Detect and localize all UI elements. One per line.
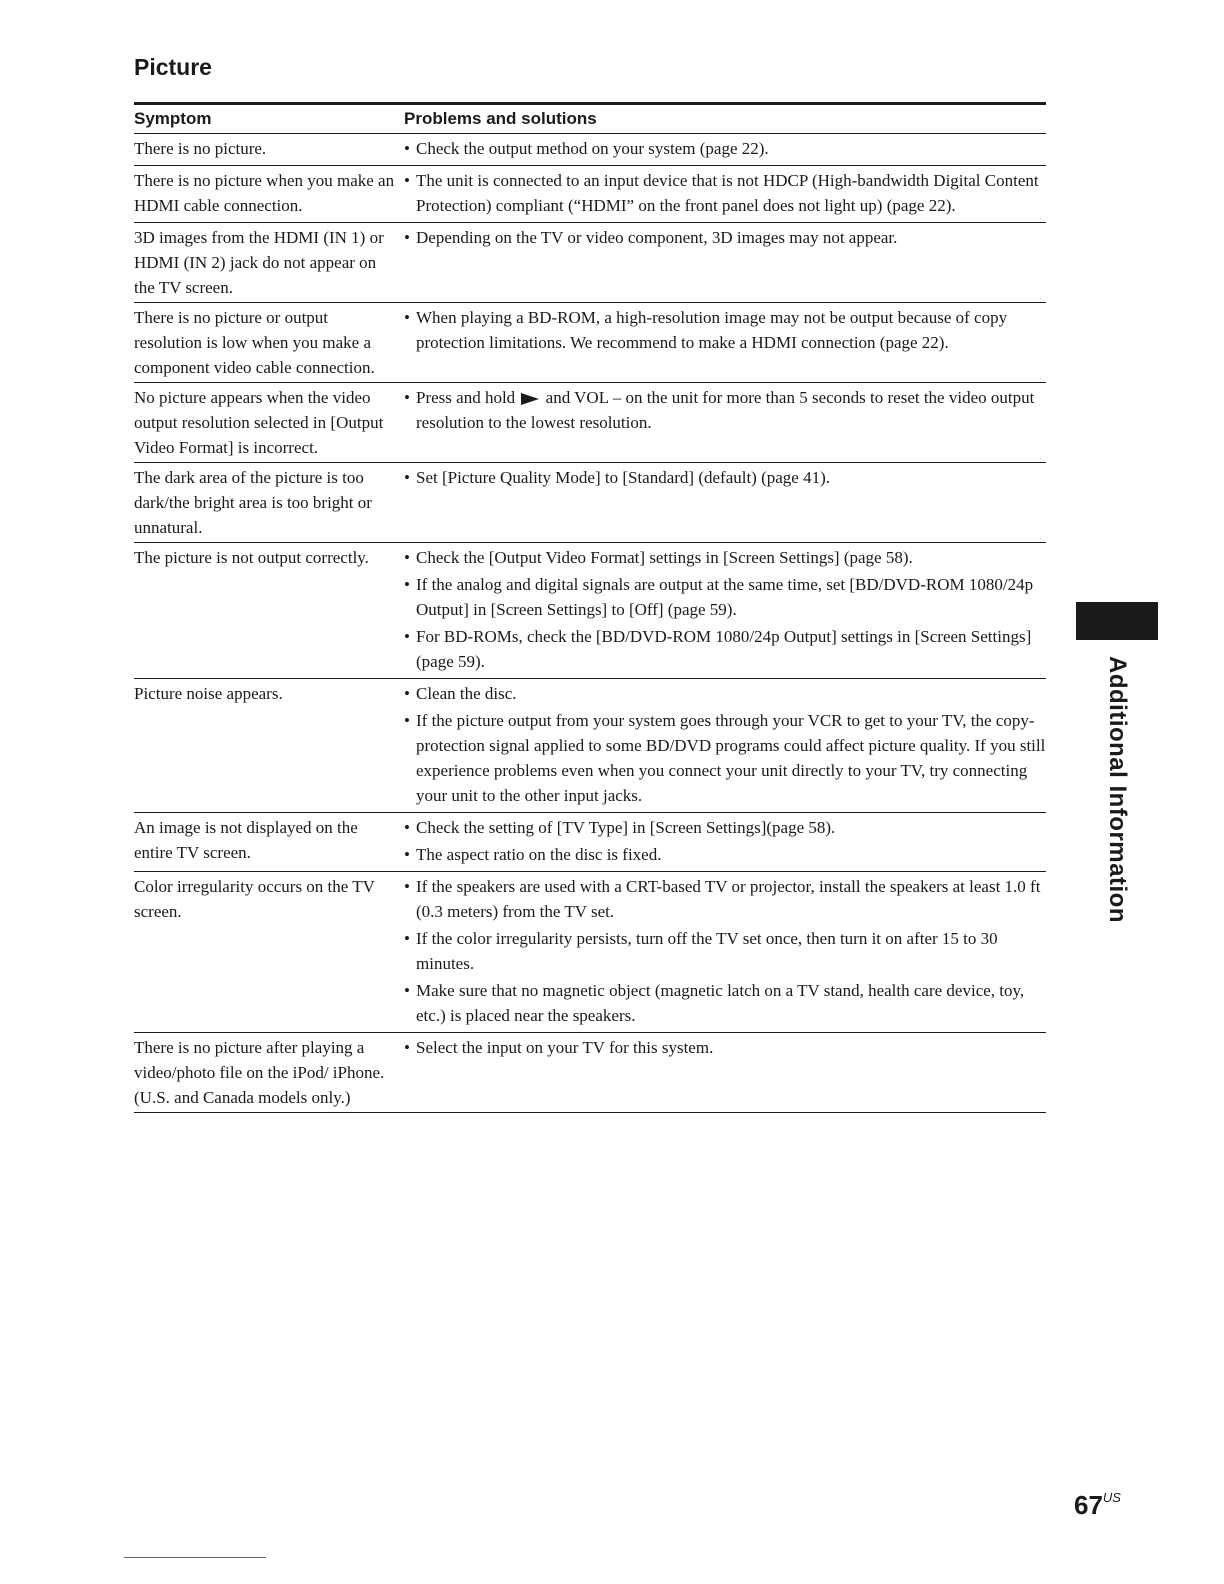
symptom-cell: There is no picture when you make an HDMI cable connection. bbox=[134, 171, 395, 215]
troubleshooting-table bbox=[134, 102, 1046, 1113]
symptom-cell: The dark area of the picture is too dark/the bright area is too bright or unnatural. bbox=[134, 468, 372, 537]
solution-item: • Clean the disc. bbox=[404, 681, 1046, 706]
table-row bbox=[134, 1033, 1046, 1113]
table-row bbox=[134, 813, 1046, 872]
table-header bbox=[134, 105, 1046, 134]
symptom-cell: An image is not displayed on the entire TV screen. bbox=[134, 818, 358, 862]
solution-item: • For BD-ROMs, check the [BD/DVD-ROM 1080/24p Output] settings in [Screen Settings] (page 59). bbox=[404, 624, 1046, 674]
solution-item: • Depending on the TV or video component, 3D images may not appear. bbox=[404, 225, 1046, 250]
page-number-suffix: US bbox=[1102, 1490, 1121, 1505]
solutions-cell bbox=[404, 305, 1046, 380]
solutions-cell bbox=[404, 168, 1046, 220]
solution-item: • If the color irregularity persists, turn off the TV set once, then turn it on after 15 to 30 minutes. bbox=[404, 926, 1046, 976]
solution-item: • The unit is connected to an input device that is not HDCP (High-bandwidth Digital Content Protection) compliant (“HDMI” on the front panel does not light up) (page 22). bbox=[404, 168, 1046, 218]
solution-item: • Make sure that no magnetic object (magnetic latch on a TV stand, health care device, toy, etc.) is placed near the speakers. bbox=[404, 978, 1046, 1028]
symptom-cell: No picture appears when the video output resolution selected in [Output Video Format] is incorrect. bbox=[134, 388, 384, 457]
solution-item: • The aspect ratio on the disc is fixed. bbox=[404, 842, 1046, 867]
table-row bbox=[134, 223, 1046, 303]
header-symptom: Symptom bbox=[134, 109, 212, 128]
solutions-cell bbox=[404, 681, 1046, 810]
play-icon bbox=[521, 393, 539, 405]
table-row bbox=[134, 134, 1046, 166]
table-row bbox=[134, 872, 1046, 1033]
symptom-cell: The picture is not output correctly. bbox=[134, 548, 369, 567]
footer-rule bbox=[124, 1557, 266, 1558]
solution-item: • Check the output method on your system (page 22). bbox=[404, 136, 1046, 161]
section-tab-marker bbox=[1076, 602, 1158, 640]
symptom-cell: There is no picture after playing a video/photo file on the iPod/ iPhone. (U.S. and Canada models only.) bbox=[134, 1038, 385, 1107]
header-solutions: Problems and solutions bbox=[404, 109, 597, 128]
symptom-cell: 3D images from the HDMI (IN 1) or HDMI (IN 2) jack do not appear on the TV screen. bbox=[134, 228, 384, 297]
solutions-cell bbox=[404, 815, 1046, 869]
solutions-cell bbox=[404, 1035, 1046, 1110]
solution-item: • Check the [Output Video Format] settings in [Screen Settings] (page 58). bbox=[404, 545, 1046, 570]
table-row bbox=[134, 679, 1046, 813]
page-number bbox=[1074, 1490, 1121, 1521]
solution-item: • When playing a BD-ROM, a high-resolution image may not be output because of copy protection limitations. We recommend to make a HDMI connection (page 22). bbox=[404, 305, 1046, 355]
solution-item: • Set [Picture Quality Mode] to [Standard] (default) (page 41). bbox=[404, 465, 1046, 490]
table-row bbox=[134, 166, 1046, 223]
solution-item: • If the analog and digital signals are output at the same time, set [BD/DVD-ROM 1080/24p Output] in [Screen Settings] to [Off] (page 59). bbox=[404, 572, 1046, 622]
solution-item: • If the picture output from your system goes through your VCR to get to your TV, the copy-protection signal applied to some BD/DVD programs could affect picture quality. If you still experience problems even when you connect your unit directly to your TV, try connecting your unit to the other input jacks. bbox=[404, 708, 1046, 808]
solutions-cell bbox=[404, 225, 1046, 300]
table-row bbox=[134, 383, 1046, 463]
table-row bbox=[134, 463, 1046, 543]
solutions-cell bbox=[404, 385, 1046, 460]
solutions-cell bbox=[404, 465, 1046, 540]
symptom-cell: There is no picture. bbox=[134, 139, 267, 158]
solutions-cell bbox=[404, 874, 1046, 1030]
symptom-cell: Picture noise appears. bbox=[134, 684, 283, 703]
section-tab-label: Additional Information bbox=[1104, 656, 1131, 923]
solution-text-pre: Press and hold bbox=[416, 388, 516, 407]
solution-item: • Check the setting of [TV Type] in [Screen Settings](page 58). bbox=[404, 815, 1046, 840]
solutions-cell bbox=[404, 545, 1046, 676]
solutions-cell bbox=[404, 136, 1046, 163]
section-title: Picture bbox=[134, 54, 212, 80]
table-row bbox=[134, 543, 1046, 679]
solution-text-post: and VOL – on the unit for more than 5 seconds to reset the video output resolution to the lowest resolution. bbox=[416, 388, 1035, 432]
solution-item: • If the speakers are used with a CRT-based TV or projector, install the speakers at least 1.0 ft (0.3 meters) from the TV set. bbox=[404, 874, 1046, 924]
symptom-cell: There is no picture or output resolution is low when you make a component video cable connection. bbox=[134, 308, 375, 377]
table-row bbox=[134, 303, 1046, 383]
solution-item bbox=[404, 385, 1046, 435]
symptom-cell: Color irregularity occurs on the TV screen. bbox=[134, 877, 375, 921]
solution-item: • Select the input on your TV for this system. bbox=[404, 1035, 1046, 1060]
page-number-value: 67 bbox=[1074, 1490, 1103, 1520]
